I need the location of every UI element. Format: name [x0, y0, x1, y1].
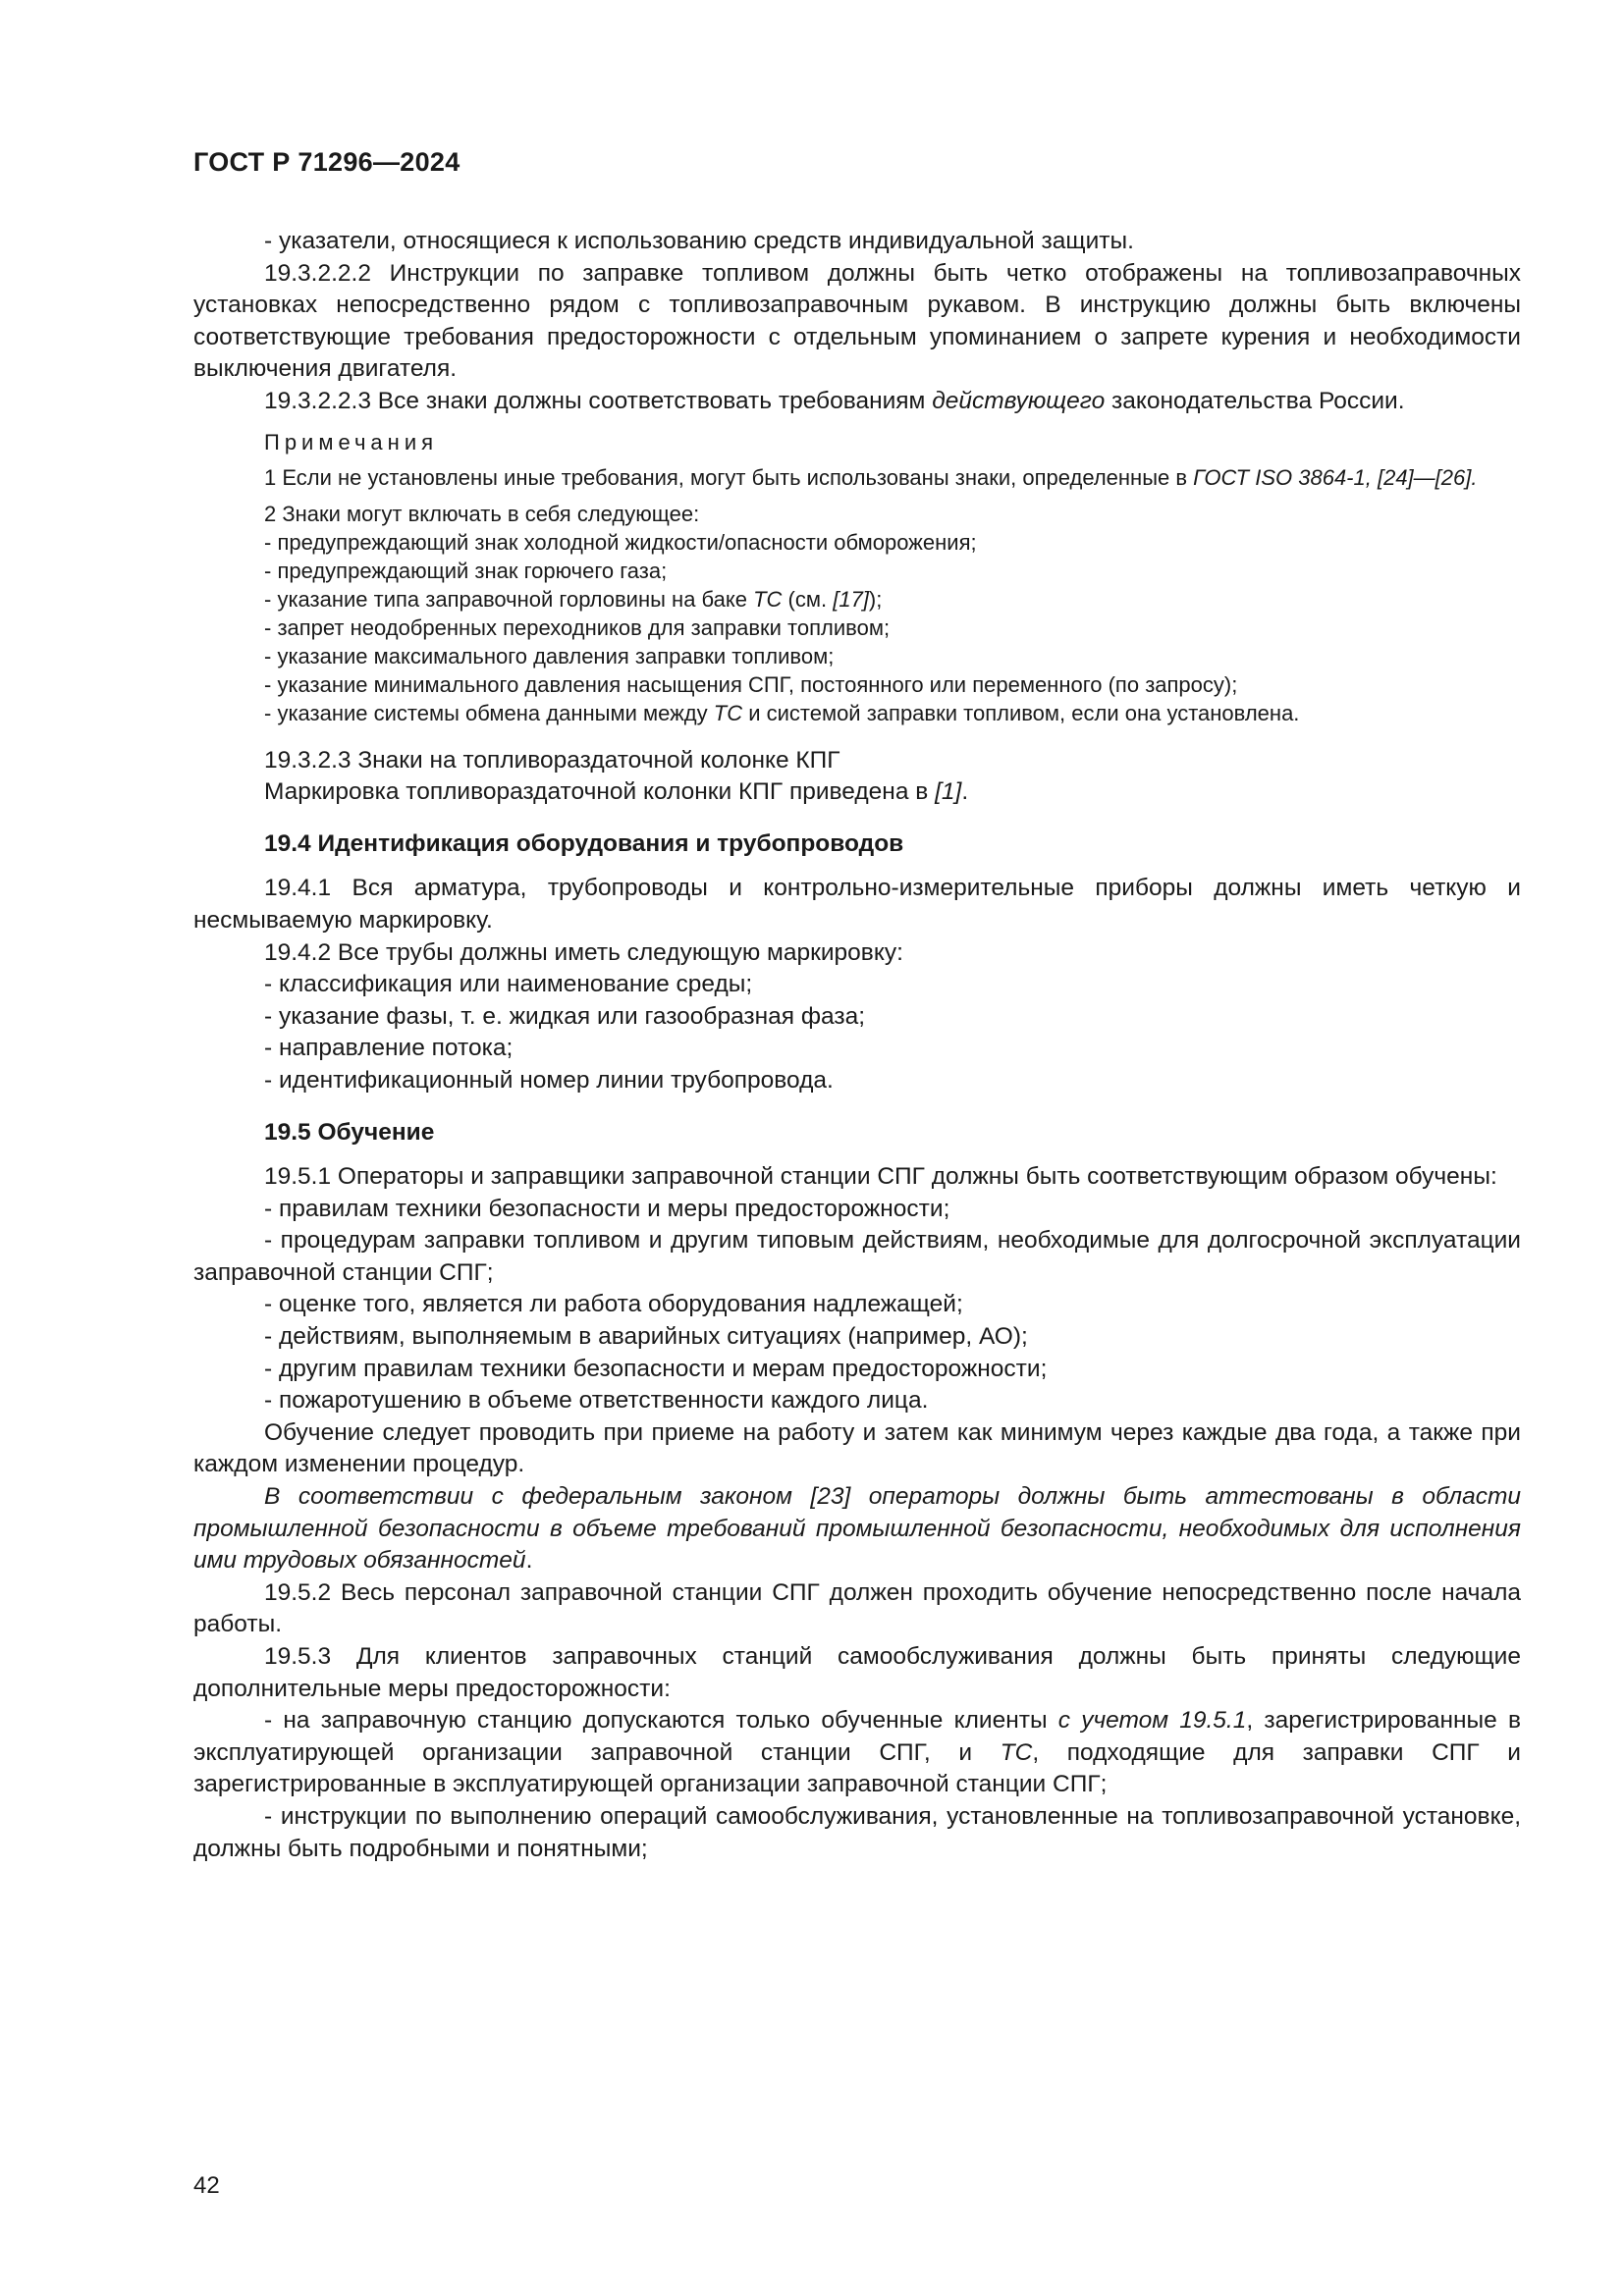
note-2: 2 Знаки могут включать в себя следующее:	[264, 501, 700, 526]
document-header: ГОСТ Р 71296—2024	[193, 147, 460, 177]
paragraph-law: В соответствии с федеральным законом [23] операторы должны быть аттестованы в области промышленной безопасности в объеме требований промышленной безопасности, необходимых для исполнения ими трудовых обязанностей.	[193, 1483, 1521, 1575]
paragraph-19-3-2-3: 19.3.2.3 Знаки на топливораздаточной колонке КПГ	[264, 746, 840, 774]
list-item: - указание системы обмена данными между ТС и системой заправки топливом, если она установлена.	[264, 700, 1300, 725]
italic-text: действующего	[932, 387, 1106, 414]
paragraph: Маркировка топливораздаточной колонки КПГ приведена в [1].	[264, 778, 969, 806]
section-heading-19-4: 19.4 Идентификация оборудования и трубопроводов	[264, 829, 904, 857]
reference-link: [17]	[833, 586, 869, 612]
notes-title: Примечания	[264, 429, 439, 454]
list-item: - запрет неодобренных переходников для заправки топливом;	[264, 614, 891, 640]
list-item: - на заправочную станцию допускаются только обученные клиенты с учетом 19.5.1, зарегистрированные в эксплуатирующей организации заправочной станции СПГ, и ТС, подходящие для заправки СПГ и зарегистрированные в эксплуатирующей организации заправочной станции СПГ;	[193, 1707, 1521, 1798]
list-item: - классификация или наименование среды;	[264, 971, 753, 998]
paragraph: Обучение следует проводить при приеме на работу и затем как минимум через каждые два года, а также при каждом изменении процедур.	[193, 1418, 1521, 1478]
reference-link: [1]	[935, 778, 962, 806]
list-item: - указание типа заправочной горловины на баке ТС (см. [17]);	[264, 586, 883, 612]
list-item: - правилам техники безопасности и меры предосторожности;	[264, 1195, 950, 1222]
list-item: - действиям, выполняемым в аварийных ситуациях (например, АО);	[264, 1323, 1028, 1351]
notes-block	[193, 428, 1521, 727]
list-item: - предупреждающий знак холодной жидкости/опасности обморожения;	[264, 529, 977, 555]
list-item: - указание фазы, т. е. жидкая или газообразная фаза;	[264, 1002, 866, 1030]
list-item: - процедурам заправки топливом и другим типовым действиям, необходимые для долгосрочной эксплуатации заправочной станции СПГ;	[193, 1227, 1521, 1286]
list-item: - инструкции по выполнению операций самообслуживания, установленные на топливозаправочной установке, должны быть подробными и понятными;	[193, 1802, 1521, 1862]
list-item: - пожаротушению в объеме ответственности каждого лица.	[264, 1387, 929, 1415]
list-item: - указание минимального давления насыщения СПГ, постоянного или переменного (по запросу);	[264, 671, 1238, 697]
list-item: - идентификационный номер линии трубопровода.	[264, 1066, 834, 1094]
paragraph-19-5-2: 19.5.2 Весь персонал заправочной станции СПГ должен проходить обучение непосредственно после начала работы.	[193, 1578, 1521, 1638]
paragraph-19-5-1: 19.5.1 Операторы и заправщики заправочной станции СПГ должны быть соответствующим образом обучены:	[264, 1163, 1497, 1191]
paragraph-19-4-2: 19.4.2 Все трубы должны иметь следующую маркировку:	[264, 938, 903, 966]
reference-link: ГОСТ ISO 3864-1, [24]—[26].	[1193, 464, 1478, 490]
paragraph-19-3-2-2-2: 19.3.2.2.2 Инструкции по заправке топливом должны быть четко отображены на топливозаправочных установках непосредственно рядом с топливозаправочным рукавом. В инструкцию должны быть включены соответствующие требования предосторожности с отдельным упоминанием о запрете курения и необходимости выключения двигателя.	[193, 259, 1521, 383]
list-item: - направление потока;	[264, 1035, 514, 1062]
list-item: - оценке того, является ли работа оборудования надлежащей;	[264, 1291, 963, 1318]
paragraph-19-4-1: 19.4.1 Вся арматура, трубопроводы и контрольно-измерительные приборы должны иметь четкую и несмываемую маркировку.	[193, 875, 1521, 934]
paragraph: - указатели, относящиеся к использованию средств индивидуальной защиты.	[264, 228, 1134, 254]
section-heading-19-5: 19.5 Обучение	[264, 1118, 435, 1146]
list-item: - указание максимального давления заправки топливом;	[264, 643, 835, 668]
paragraph-19-5-3: 19.5.3 Для клиентов заправочных станций самообслуживания должны быть приняты следующие дополнительные меры предосторожности:	[193, 1643, 1521, 1702]
list-item: - предупреждающий знак горючего газа;	[264, 558, 668, 583]
document-body	[193, 226, 1521, 1865]
list-item: - другим правилам техники безопасности и мерам предосторожности;	[264, 1355, 1048, 1382]
paragraph-19-3-2-2-3: 19.3.2.2.3 Все знаки должны соответствовать требованиям действующего законодательства России.	[264, 387, 1405, 414]
note-1: 1 Если не установлены иные требования, могут быть использованы знаки, определенные в ГОСТ ISO 3864-1, [24]—[26].	[264, 464, 1478, 490]
page-number: 42	[193, 2172, 220, 2199]
